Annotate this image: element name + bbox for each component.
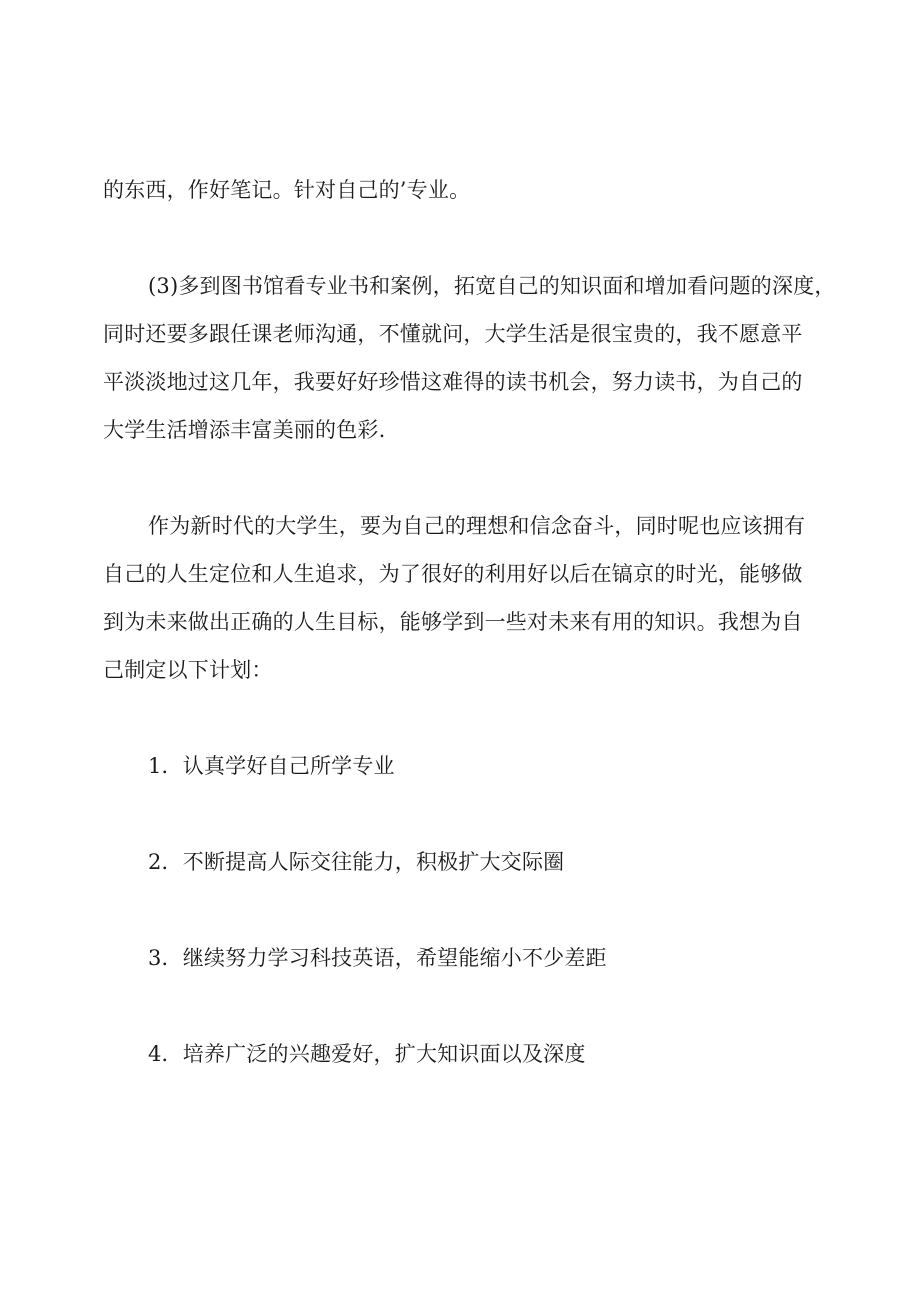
paragraph-line: 己制定以下计划： [103,658,273,682]
paragraph-line: 自己的人生定位和人生追求，为了很好的利用好以后在镐京的时光，能够做 [103,562,803,586]
paragraph-line: 到为未来做出正确的人生目标，能够学到一些对未来有用的知识。我想为自 [103,610,803,634]
list-item: 1．认真学好自己所学专业 [148,754,395,778]
paragraph-line: (3)多到图书馆看专业书和案例，拓宽自己的知识面和增加看问题的深度， [148,274,836,298]
list-item: 2．不断提高人际交往能力，积极扩大交际圈 [148,850,565,874]
paragraph-line: 大学生活增添丰富美丽的色彩. [103,418,386,442]
paragraph-line: 作为新时代的大学生，要为自己的理想和信念奋斗，同时呢也应该拥有 [148,514,806,538]
paragraph-line: 同时还要多跟任课老师沟通，不懂就问，大学生活是很宝贵的，我不愿意平 [103,322,803,346]
list-item: 4．培养广泛的兴趣爱好，扩大知识面以及深度 [148,1042,586,1066]
paragraph-line: 平淡淡地过这几年，我要好好珍惜这难得的读书机会，努力读书，为自己的 [103,370,803,394]
list-item: 3．继续努力学习科技英语，希望能缩小不少差距 [148,946,607,970]
paragraph-line: 的东西，作好笔记。针对自己的’专业。 [103,178,471,202]
